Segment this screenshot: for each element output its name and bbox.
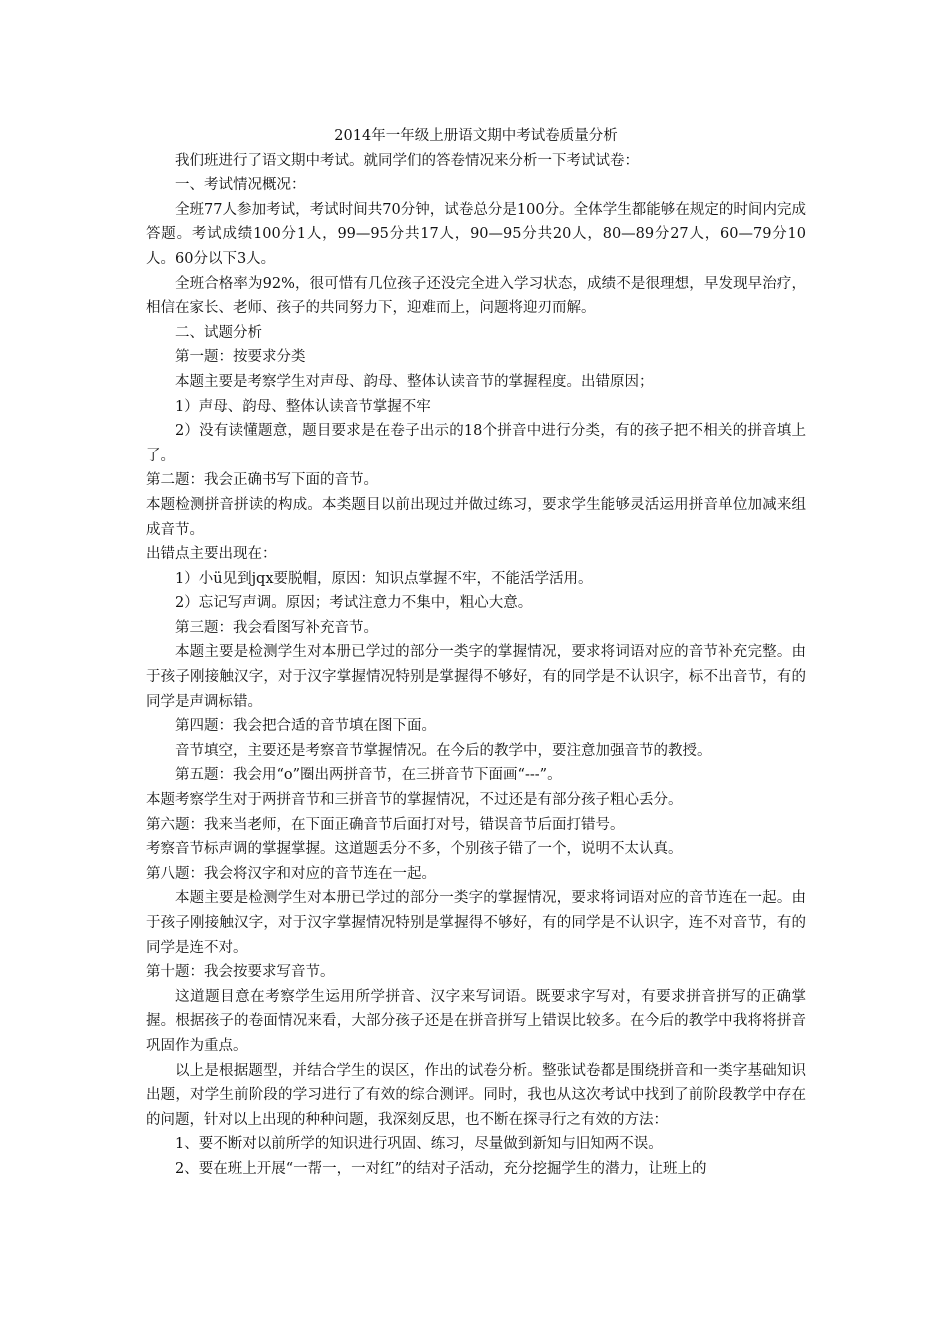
body-paragraph: 2）忘记写声调。原因；考试注意力不集中，粗心大意。 xyxy=(175,595,533,612)
body-paragraph: 本题主要是检测学生对本册已学过的部分一类字的掌握情况，要求将词语对应的音节补充完整。由于孩子刚接触汉字，对于汉字掌握情况特别是掌握得不够好，有的同学是不认识字，标不出音节，有的同学是声调标错。 xyxy=(146,644,806,710)
document-page xyxy=(146,124,806,1182)
body-paragraph: 第四题：我会把合适的音节填在图下面。 xyxy=(175,718,436,735)
body-paragraph: 第二题：我会正确书写下面的音节。 xyxy=(146,472,378,489)
body-paragraph: 本题主要是检测学生对本册已学过的部分一类字的掌握情况，要求将词语对应的音节连在一起。由于孩子刚接触汉字，对于汉字掌握情况特别是掌握得不够好，有的同学是不认识字，连不对音节，有的同学是连不对。 xyxy=(146,890,806,956)
body-paragraph: 我们班进行了语文期中考试。就同学们的答卷情况来分析一下考试试卷： xyxy=(175,152,639,169)
body-paragraph: 考察音节标声调的掌握掌握。这道题丢分不多，个别孩子错了一个，说明不太认真。 xyxy=(146,841,683,858)
body-paragraph: 音节填空，主要还是考察音节掌握情况。在今后的教学中，要注意加强音节的教授。 xyxy=(175,742,712,759)
body-paragraph: 2、要在班上开展“一帮一，一对红”的结对子活动，充分挖掘学生的潜力，让班上的 xyxy=(175,1160,707,1177)
body-paragraph: 第八题：我会将汉字和对应的音节连在一起。 xyxy=(146,865,436,882)
body-paragraph: 1、要不断对以前所学的知识进行巩固、练习，尽量做到新知与旧知两不误。 xyxy=(175,1136,663,1153)
body-paragraph: 以上是根据题型，并结合学生的误区，作出的试卷分析。整张试卷都是围绕拼音和一类字基础知识出题，对学生前阶段的学习进行了有效的综合测评。同时，我也从这次考试中找到了前阶段教学中存在的问题，针对以上出现的种种问题，我深刻反思，也不断在探寻行之有效的方法： xyxy=(146,1062,806,1128)
body-paragraph: 第六题：我来当老师，在下面正确音节后面打对号，错误音节后面打错号。 xyxy=(146,816,625,833)
body-paragraph: 1）小ü见到jqx要脱帽，原因：知识点掌握不牢，不能活学活用。 xyxy=(175,570,593,587)
body-paragraph: 本题检测拼音拼读的构成。本类题目以前出现过并做过练习，要求学生能够灵活运用拼音单位加减来组成音节。 xyxy=(146,496,806,538)
body-paragraph: 2）没有读懂题意，题目要求是在卷子出示的18个拼音中进行分类，有的孩子把不相关的拼音填上了。 xyxy=(146,423,806,464)
body-paragraph: 全班合格率为92%，很可惜有几位孩子还没完全进入学习状态，成绩不是很理想，早发现早治疗，相信在家长、老师、孩子的共同努力下，迎难而上，问题将迎刃而解。 xyxy=(146,275,806,317)
body-paragraph: 本题主要是考察学生对声母、韵母、整体认读音节的掌握程度。出错原因； xyxy=(175,373,654,390)
body-paragraph: 一、考试情况概况： xyxy=(175,177,306,194)
body-paragraph: 第一题：按要求分类 xyxy=(175,349,306,366)
body-paragraph: 本题考察学生对于两拼音节和三拼音节的掌握情况，不过还是有部分孩子粗心丢分。 xyxy=(146,792,683,809)
body-paragraph: 第三题：我会看图写补充音节。 xyxy=(175,619,378,636)
body-paragraph: 第五题：我会用“o”圈出两拼音节，在三拼音节下面画“---”。 xyxy=(175,767,562,784)
document-title: 2014年一年级上册语文期中考试卷质量分析 xyxy=(334,128,618,144)
body-paragraph: 出错点主要出现在： xyxy=(146,546,277,563)
document-body xyxy=(146,149,806,1182)
body-paragraph: 第十题：我会按要求写音节。 xyxy=(146,964,335,981)
body-paragraph: 1）声母、韵母、整体认读音节掌握不牢 xyxy=(175,398,431,415)
body-paragraph: 这道题目意在考察学生运用所学拼音、汉字来写词语。既要求字写对，有要求拼音拼写的正确掌握。根据孩子的卷面情况来看，大部分孩子还是在拼音拼写上错误比较多。在今后的教学中我将将拼音巩固作为重点。 xyxy=(146,988,806,1054)
body-paragraph: 二、试题分析 xyxy=(175,324,262,341)
body-paragraph: 全班77人参加考试，考试时间共70分钟，试卷总分是100分。全体学生都能够在规定的时间内完成答题。考试成绩100分1人，99—95分共17人，90—95分共20人，80—89分27人，60—79分10人。60分以下3人。 xyxy=(146,201,806,267)
